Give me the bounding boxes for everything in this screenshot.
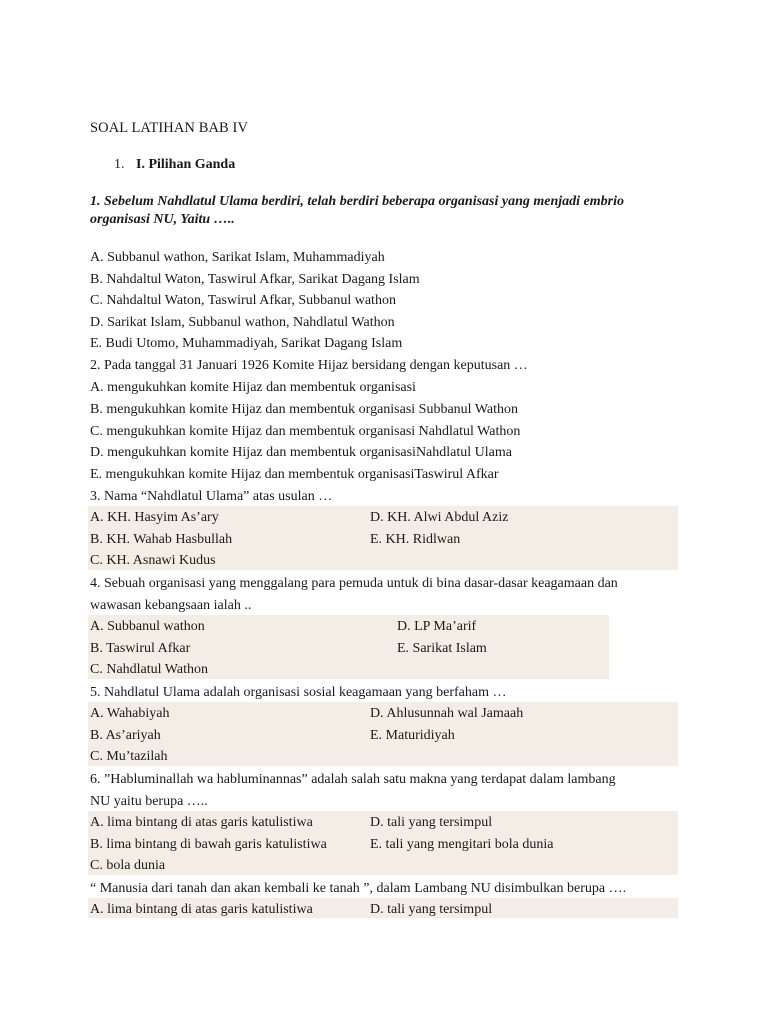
question-2-option-a: A. mengukuhkan komite Hijaz dan membentuk organisasi (90, 380, 416, 395)
question-6-option-e: E. tali yang mengitari bola dunia (370, 836, 554, 852)
section-number: 1. (114, 157, 125, 172)
section-title: I. Pilihan Ganda (136, 157, 236, 172)
question-1-option-e: E. Budi Utomo, Muhammadiyah, Sarikat Dagang Islam (90, 336, 403, 351)
question-2-option-d: D. mengukuhkan komite Hijaz dan membentuk organisasiNahdlatul Ulama (90, 445, 512, 460)
question-1-option-d: D. Sarikat Islam, Subbanul wathon, Nahdlatul Wathon (90, 315, 395, 330)
question-1-option-a: A. Subbanul wathon, Sarikat Islam, Muhammadiyah (90, 250, 385, 265)
question-6-text-line1: 6. ”Habluminallah wa habluminannas” adalah salah satu makna yang terdapat dalam lambang (90, 772, 616, 787)
question-5-text: 5. Nahdlatul Ulama adalah organisasi sosial keagamaan yang berfaham … (90, 685, 507, 700)
question-6-option-d: D. tali yang tersimpul (370, 815, 493, 830)
question-4-option-b: B. Taswirul Afkar (90, 640, 191, 656)
question-2-option-c: C. mengukuhkan komite Hijaz dan membentuk organisasi Nahdlatul Wathon (90, 424, 521, 439)
question-1-option-c: C. Nahdaltul Waton, Taswirul Afkar, Subbanul wathon (90, 293, 396, 308)
question-3-option-d: D. KH. Alwi Abdul Aziz (370, 510, 509, 525)
question-7-option-a: A. lima bintang di atas garis katulistiwa (90, 902, 313, 917)
question-4-text-line1: 4. Sebuah organisasi yang menggalang para pemuda untuk di bina dasar-dasar keagamaan dan (90, 576, 618, 591)
question-6-option-c: C. bola dunia (90, 858, 166, 873)
question-3-text: 3. Nama “Nahdlatul Ulama” atas usulan … (90, 489, 333, 504)
question-1-text-line2: organisasi NU, Yaitu ….. (90, 212, 235, 227)
question-4-option-c: C. Nahdlatul Wathon (90, 662, 208, 677)
section-heading (90, 154, 235, 175)
question-3-option-b: B. KH. Wahab Hasbullah (90, 531, 233, 547)
question-6-options-table (90, 812, 680, 876)
question-2-option-b: B. mengukuhkan komite Hijaz dan membentuk organisasi Subbanul Wathon (90, 402, 519, 417)
question-3-options-table (90, 507, 680, 571)
question-4-options-table (90, 616, 611, 680)
question-6-option-a: A. lima bintang di atas garis katulistiwa (90, 815, 313, 830)
question-5-option-c: C. Mu’tazilah (90, 749, 168, 764)
question-5-option-e: E. Maturidiyah (370, 727, 455, 743)
question-6-option-b: B. lima bintang di bawah garis katulistiwa (90, 836, 327, 852)
question-7-option-d: D. tali yang tersimpul (370, 902, 493, 917)
question-4-option-e: E. Sarikat Islam (397, 640, 487, 656)
question-5-options-table (90, 703, 680, 767)
question-4-text-line2: wawasan kebangsaan ialah .. (90, 598, 252, 613)
question-1-text-line1: 1. Sebelum Nahdlatul Ulama berdiri, telah berdiri beberapa organisasi yang menjadi embrio (90, 194, 624, 209)
question-5-option-d: D. Ahlusunnah wal Jamaah (370, 706, 524, 721)
question-3-option-c: C. KH. Asnawi Kudus (90, 553, 216, 568)
question-3-option-e: E. KH. Ridlwan (370, 531, 461, 547)
question-2-option-e: E. mengukuhkan komite Hijaz dan membentuk organisasiTaswirul Afkar (90, 467, 499, 482)
question-5-option-b: B. As’ariyah (90, 727, 161, 743)
question-4-option-d: D. LP Ma’arif (397, 619, 477, 634)
question-1-option-b: B. Nahdaltul Waton, Taswirul Afkar, Sarikat Dagang Islam (90, 272, 420, 287)
question-5-option-a: A. Wahabiyah (90, 706, 170, 721)
question-2-text: 2. Pada tanggal 31 Januari 1926 Komite Hijaz bersidang dengan keputusan … (90, 358, 528, 373)
question-7-text: “ Manusia dari tanah dan akan kembali ke tanah ”, dalam Lambang NU disimbulkan berupa …. (90, 881, 627, 896)
question-6-text-line2: NU yaitu berupa ….. (90, 794, 208, 809)
question-4-option-a: A. Subbanul wathon (90, 619, 205, 634)
question-7-options-table (90, 899, 680, 921)
document-title: SOAL LATIHAN BAB IV (90, 120, 249, 136)
question-3-option-a: A. KH. Hasyim As’ary (90, 510, 219, 525)
